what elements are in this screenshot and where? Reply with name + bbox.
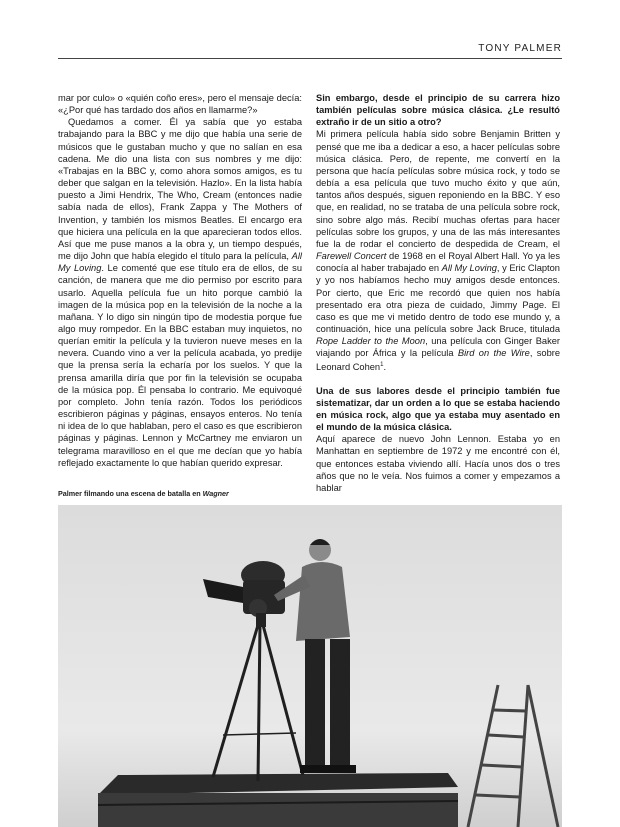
footnote-marker: 1 — [380, 362, 384, 369]
interview-question: Sin embargo, desde el principio de su carrera hizo también películas sobre música clásica. ¿Le resultó extraño ir de un sitio a otro? — [316, 93, 560, 128]
paragraph: Mi primera película había sido sobre Benjamin Britten y pensé que me iba a dedicar a eso, a hacer películas sobre música clásica. Pero, de repente, me convertí en la persona que hacía películas sobre música rock, y todo se debía a esa película que tuvo mucho éxito y que aún, tantos años después, siguen reponiendo en la BBC. Y eso que, en realidad, no se trataba de una película sobre rock, sino sobre algo más. Recibí muchas ofertas para hacer películas sobre los grupos, y una de las más interesantes fue la de rodar el concierto de despedida de Cream, el Farewell Concert de 1968 en el Royal Albert Hall. Yo ya les conocía al haber trabajado en All My Loving, y Eric Clapton y yo nos habíamos hecho muy amigos desde entonces. Por cierto, que Eric me recordó que quien nos había presentado era otra pieza de cuidado, Jimmy Page. El caso es que me vi metido dentro de todo ese mundo y, a continuación, hice una película sobre Jack Bruce, titulada Rope Ladder to the Moon, una película con Ginger Baker viajando por África y la película Bird on the Wire, sobre Leonard Cohen$^1$. — [316, 129, 561, 373]
paragraph: mar por culo» o «quién coño eres», pero el mensaje decía: «¿Por qué has tardado dos años en llamarme?» — [58, 93, 302, 116]
film-title: All My Loving — [441, 263, 497, 274]
film-title: Farewell Concert — [316, 251, 387, 262]
photo-filming-scene — [58, 505, 562, 827]
header-rule — [58, 58, 562, 59]
running-head: TONY PALMER — [478, 43, 562, 54]
right-column — [316, 92, 560, 494]
paragraph: Quedamos a comer. Él ya sabía que yo estaba trabajando para la BBC y me dijo que había una serie de músicos que le gustaban mucho y que no salían en esa cadena. Me dio una lista con sus nombres y me dijo: «Trabajas en la BBC y, como ahora somos amigos, es tu deber que salgan en la televisión. Hazlo». En la lista había puesto a Jimi Hendrix, The Who, Cream (entonces nadie sabía nada de ellos), Frank Zappa y The Mothers of Invention, y también los mismos Beatles. El encargo era que hiciera una película en la que aparecieran todos ellos. Así que me puse manos a la obra y, un tiempo después, me dijo John que había elegido el título para la película, All My Loving. Le comenté que ese título era de ellos, de su canción, de manera que me dio permiso por escrito para usarlo. Aquella película fue un hito porque cambió la imagen de la música pop en la televisión de la noche a la mañana. Y lo digo sin ningún tipo de modestia porque fue algo muy rompedor. En la BBC estaban muy inquietos, no querían emitir la película y la tuvieron nueve meses en la nevera. Cuando vino a ver la película acabada, yo predije que la prensa sería la echaría por los suelos. Y que la prensa amarilla diría que por fin la televisión se ocupaba de la música pop. Él pensaba lo contrario. Me equivoqué por completo. John tenía razón. Todos los periódicos escribieron páginas y páginas, ensayos enteros. No tenía ni idea de lo que hablaban, pero el caso es que escribieron páginas y páginas. Lennon y McCartney me enviaron un telegrama maravilloso en el que me decían que yo había reflejado exactamente lo que habían querido expresar. — [58, 117, 302, 468]
interview-question: Una de sus labores desde el principio también fue sistematizar, dar un orden a lo que se estaba haciendo en música rock, algo que ya estaba muy asentado en el mundo de la música clásica. — [316, 385, 560, 433]
photo-caption: Palmer filmando una escena de batalla en Wagner — [58, 489, 229, 498]
left-column — [58, 92, 302, 469]
caption-title: Wagner — [202, 489, 229, 498]
film-title: All My Loving — [58, 251, 302, 274]
paragraph: Aquí aparece de nuevo John Lennon. Estaba yo en Manhattan en septiembre de 1972 y me encontré con él, que entonces estaba viviendo allí. Hacía unos dos o tres años que no le veía. Nos fuimos a comer y empezamos a hablar — [316, 434, 560, 493]
film-title: Bird on the Wire — [457, 348, 530, 359]
film-title: Rope Ladder to the Moon — [316, 336, 426, 347]
